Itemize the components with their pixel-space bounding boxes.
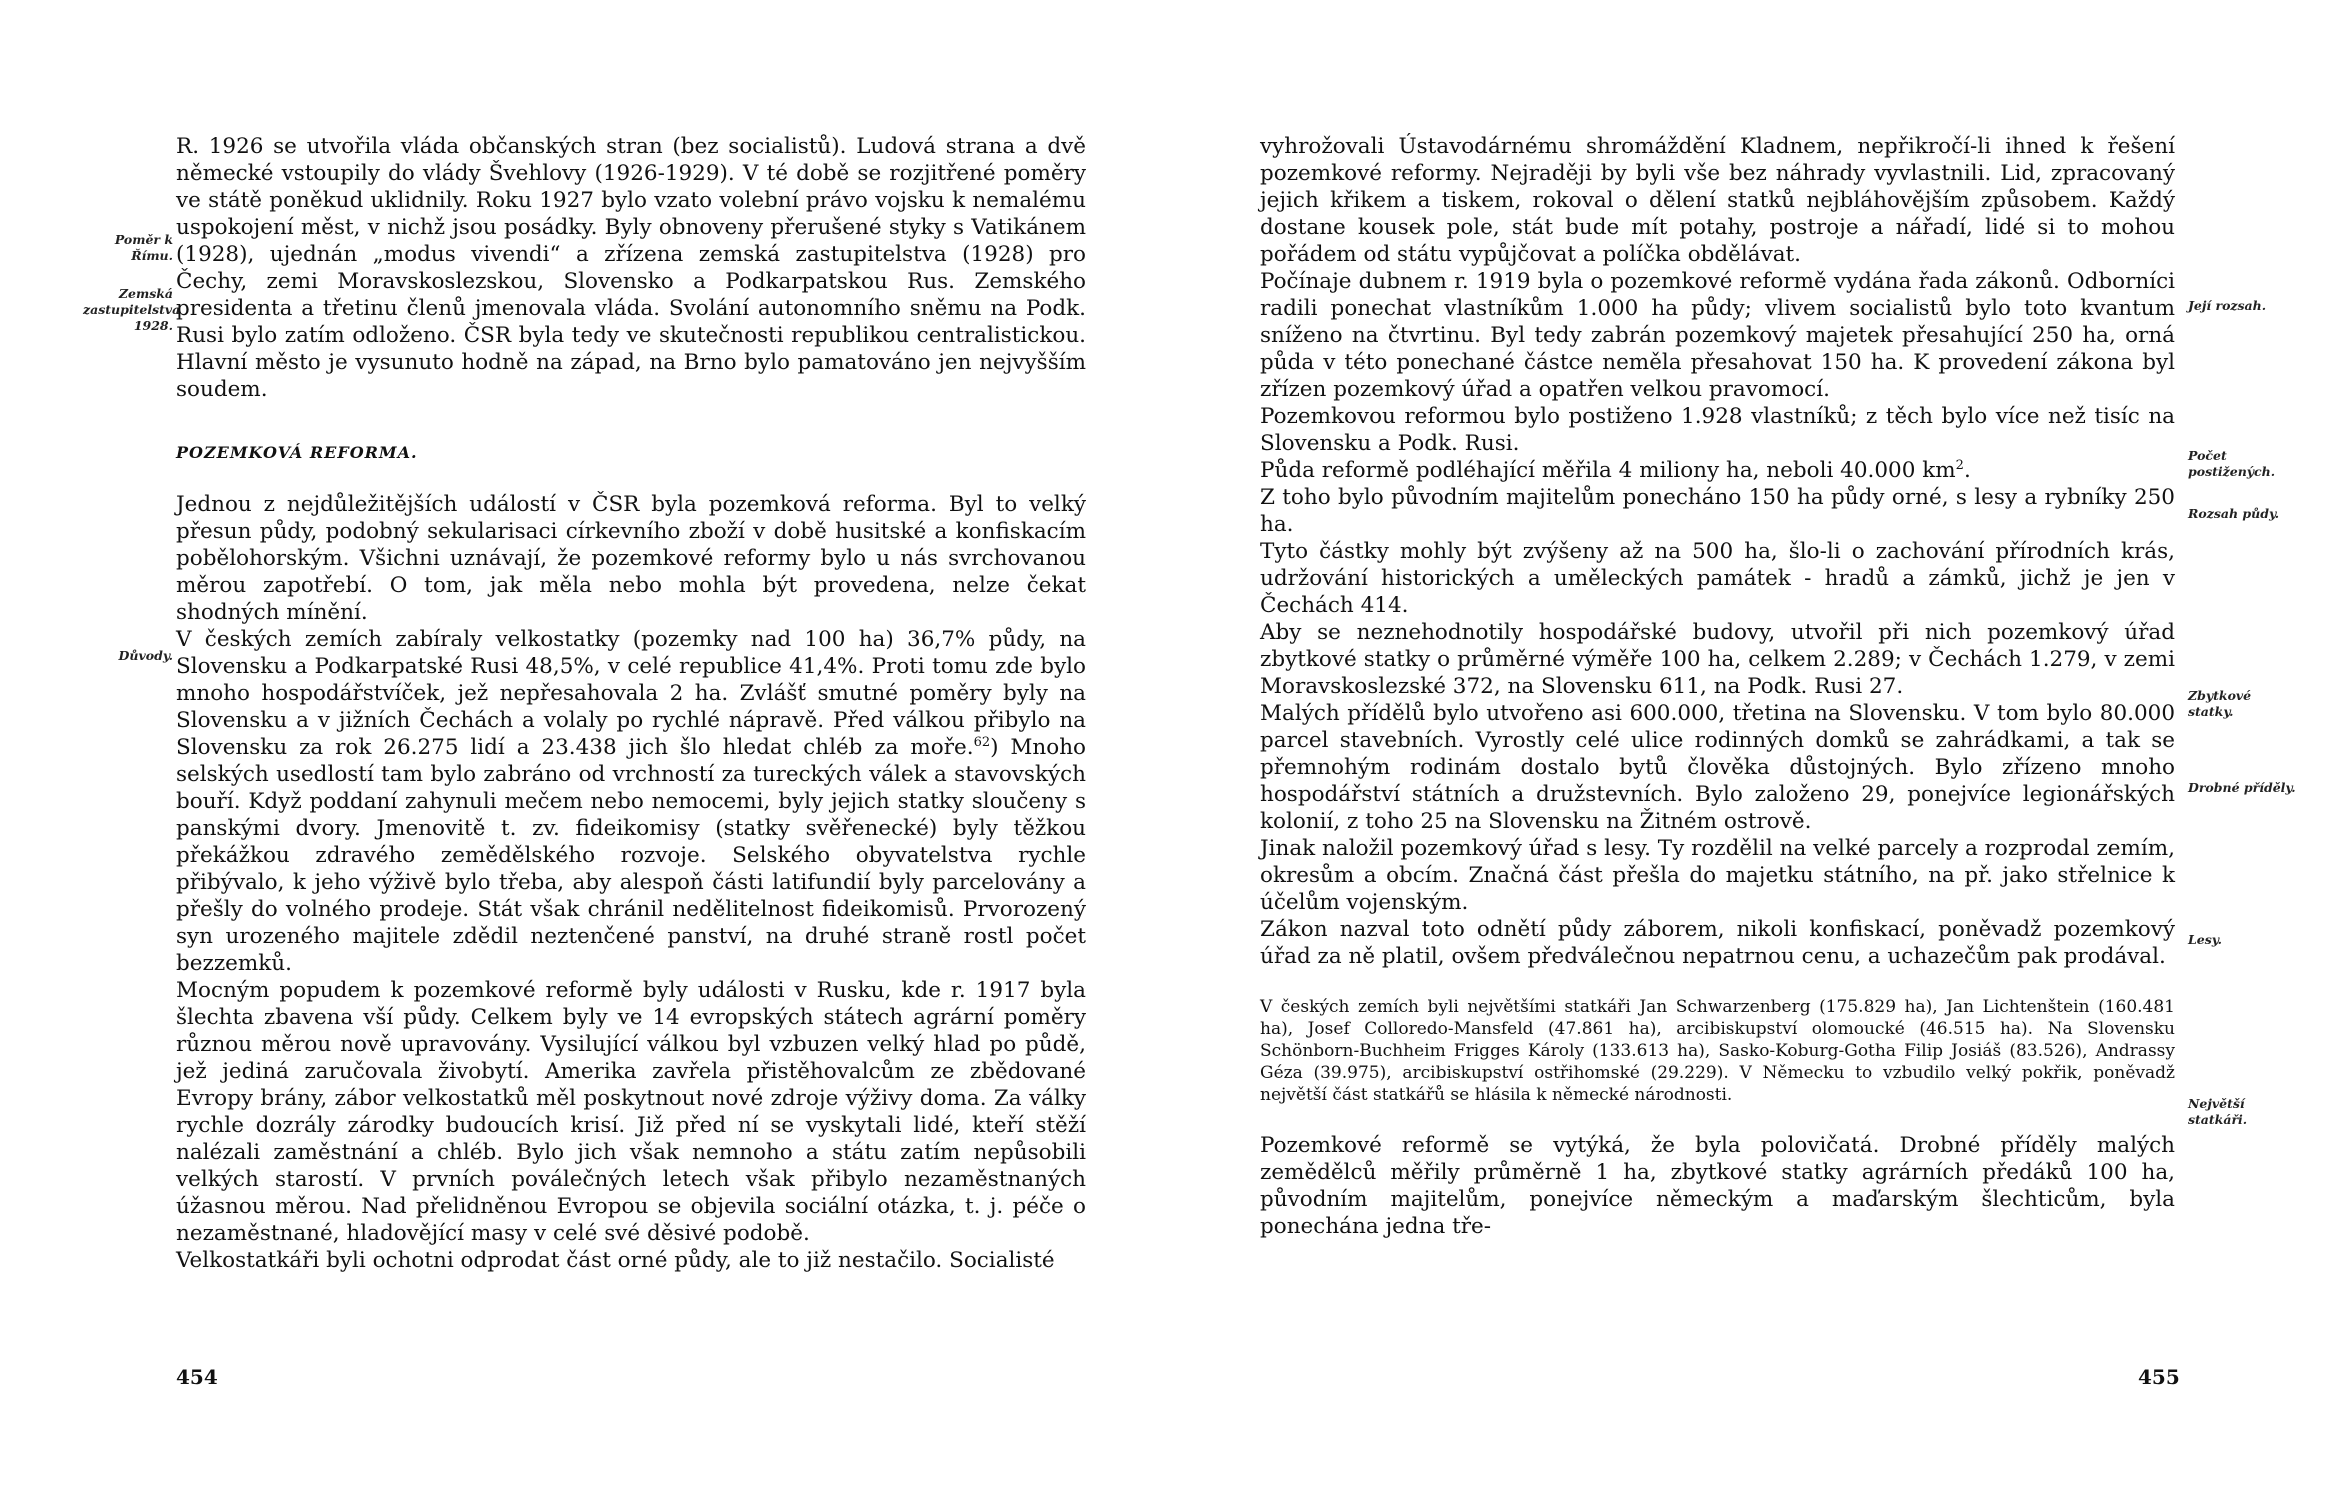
page-number: 455 [2138,1365,2180,1389]
margin-note-duvody: Důvody. [118,648,173,663]
paragraph: Z toho bylo původním majitelům ponecháno 150 ha půdy orné, s lesy a rybníky 250 ha. [1260,485,2175,537]
paragraph: Aby se neznehodnotily hospodářské budovy, utvořil při nich pozemkový úřad zbytkové statky o průměrné výměře 100 ha, celkem 2.289; v Čechách 1.279, v zemi Moravskoslezské 372, na Slovensku 611, na Podk. Rusi 27. [1260,620,2175,699]
text-run: . [1963,458,1971,483]
right-page [1163,0,2326,1500]
margin-note-nejvetsi: Největší statkáři. [2188,1096,2248,1127]
paragraph: Mocným popudem k pozemkové reformě byly události v Rusku, kde r. 1917 byla šlechta zbavena vší půdy. Celkem byly ve 14 evropských státech agrární poměry různou měrou nově upravovány. Vysilující válkou byl vzbuzen velký hlad po půdě, jež jediná zaručovala živobytí. Amerika zavřela přistěhovalcům ze zbědované Evropy brány, zábor velkostatků měl poskytnout nové zdroje výživy doma. Za války rychle dozrály zárodky budoucích krisí. Již před ní se vyskytali lidé, kteří stěží nalézali zaměstnání a chléb. Bylo jich však nemnoho a státu zatím nepůsobili velkých starostí. V prvních poválečných letech však přibylo nezaměstnaných úžasnou měrou. Nad přelidněnou Evropou se objevila sociální otázka, t. j. péče o nezaměstnané, hladovějící masy v celé své děsivé podobě. [176,978,1086,1246]
margin-note-lesy: Lesy. [2188,932,2222,947]
margin-note-rozsah: Její rozsah. [2188,298,2267,313]
paragraph: Počínaje dubnem r. 1919 byla o pozemkové reformě vydána řada zákonů. Odborníci radili ponechat vlastníkům 1.000 ha půdy; vlivem socialistů bylo toto kvantum sníženo na čtvrtinu. Byl tedy zabrán pozemkový majetek přesahující 250 ha, orná půda v této ponechané částce neměla přesahovat 150 ha. K provedení zákona byl zřízen pozemkový úřad a opatřen velkou pravomocí. [1260,269,2175,402]
margin-note-zemska: Zemská zastupitelstva 1928. [83,286,181,333]
text-run: Půda reformě podléhající měřila 4 miliony ha, neboli 40.000 km [1260,458,1956,483]
margin-note-postizenych: Počet postižených. [2188,448,2276,479]
left-page-body [176,133,1086,1274]
section-heading: POZEMKOVÁ REFORMA. [176,443,418,462]
paragraph: Malých přídělů bylo utvořeno asi 600.000, třetina na Slovensku. V tom bylo 80.000 parcel stavebních. Vyrostly celé ulice rodinných domků se zahrádkami, a tak se přemnohým rodinám dostalo bytů člověka důstojných. Bylo zřízeno mnoho hospodářství státních a družstevních. Bylo založeno 29, ponejvíce legionářských kolonií, z toho 25 na Slovensku na Žitném ostrově. [1260,701,2175,834]
superscript: 2 [1955,457,1964,473]
small-print-note: V českých zemích byli největšími statkáři Jan Schwarzenberg (175.829 ha), Jan Lichtenštein (160.481 ha), Josef Colloredo-Mansfeld (47.861 ha), arcibiskupství olomoucké (46.515 ha). Na Slovensku Schönborn-Buchheim Frigges Károly (133.613 ha), Sasko-Koburg-Gotha Filip Josiáš (83.526), Andrassy Géza (39.975), arcibiskupství ostřihomské (29.229). V Německu to vzbudilo velký pokřik, poněvadž největší část statkářů se hlásila k německé národnosti. [1260,997,2175,1105]
text-run: ) Mnoho selských usedlostí tam bylo zabráno od vrchností za tureckých válek a stavovských bouří. Když poddaní zahynuli mečem nebo nemocemi, byly jejich statky sloučeny s panskými dvory. Jmenovitě t. zv. fideikomisy (statky svěřenecké) byly těžkou překážkou zdravého zemědělského rozvoje. Selského obyvatelstva rychle přibývalo, k jeho výživě bylo třeba, aby alespoň části latifundií byly parcelovány a přešly do volného prodeje. Stát však chránil nedělitelnost fideikomisů. Prvorozený syn urozeného majitele zdědil neztenčené panství, na druhé straně rostl počet bezzemků. [176,735,1086,976]
margin-note-drobne: Drobné příděly. [2188,780,2296,795]
paragraph: R. 1926 se utvořila vláda občanských stran (bez socialistů). Ludová strana a dvě německé vstoupily do vlády Švehlovy (1926-1929). V té době se rozjitřené poměry ve státě poněkud uklidnily. Roku 1927 bylo vzato volební právo vojsku k nemalému uspokojení měst, v nichž jsou posádky. Byly obnoveny přerušené styky s Vatikánem (1928), ujednán „modus vivendi“ a zřízena zemská zastupitelstva (1928) pro Čechy, zemi Moravskoslezskou, Slovensko a Podkarpatskou Rus. Zemského presidenta a třetinu členů jmenovala vláda. Svolání autonomního sněmu na Podk. Rusi bylo zatím odloženo. ČSR byla tedy ve skutečnosti republikou centralistickou. Hlavní město je vysunuto hodně na západ, na Brno bylo pamatováno jen nejvyšším soudem. [176,134,1086,402]
paragraph: Tyto částky mohly být zvýšeny až na 500 ha, šlo-li o zachování přírodních krás, udržování historických a uměleckých památek - hradů a zámků, jichž je jen v Čechách 414. [1260,539,2175,618]
margin-note-pomer: Poměr k Římu. [114,232,173,263]
right-page-body [1260,133,2175,1240]
paragraph: Pozemkové reformě se vytýká, že byla polovičatá. Drobné příděly malých zemědělců měřily průměrně 1 ha, zbytkové statky agrárních předáků 100 ha, původním majitelům, ponejvíce německým a maďarským šlechticům, byla ponechána jedna tře- [1260,1133,2175,1239]
page-number: 454 [176,1365,218,1389]
text-run: V českých zemích zabíraly velkostatky (pozemky nad 100 ha) 36,7% půdy, na Slovensku a Podkarpatské Rusi 48,5%, v celé republice 41,4%. Proti tomu zde bylo mnoho hospodářstvíček, jež nepřesahovala 2 ha. Zvlášť smutné poměry byly na Slovensku a v jižních Čechách a volaly po rychlé nápravě. Před válkou přibylo na Slovensku za rok 26.275 lidí a 23.438 jich šlo hledat chléb za moře. [176,627,1086,760]
paragraph: vyhrožovali Ústavodárnému shromáždění Kladnem, nepřikročí-li ihned k řešení pozemkové reformy. Nejraději by byli vše bez náhrady vyvlastnili. Lid, zpracovaný jejich křikem a tiskem, rokoval o dělení statků nejbláhovějším způsobem. Každý dostane kousek pole, stát bude mít potahy, postroje a nářadí, lidé si to mohou pořádem od státu vypůjčovat a políčka obdělávat. [1260,134,2175,267]
margin-note-rozsah-pudy: Rozsah půdy. [2188,506,2280,521]
paragraph: Jednou z nejdůležitějších událostí v ČSR byla pozemková reforma. Byl to velký přesun půdy, podobný sekularisaci církevního zboží v době husitské a konfiskacím pobělohorským. Všichni uznávají, že pozemkové reformy bylo u nás svrchovanou měrou zapotřebí. O tom, jak měla nebo mohla být provedena, nelze čekat shodných mínění. [176,492,1086,625]
footnote-ref: 62 [973,734,991,750]
paragraph: Velkostatkáři byli ochotni odprodat část orné půdy, ale to již nestačilo. Socialisté [176,1248,1055,1273]
paragraph: Jinak naložil pozemkový úřad s lesy. Ty rozdělil na velké parcely a rozprodal zemím, okresům a obcím. Značná část přešla do majetku státního, na př. jako střelnice k účelům vojenským. [1260,836,2175,915]
paragraph [176,626,1086,977]
paragraph: Zákon nazval toto odnětí půdy záborem, nikoli konfiskací, poněvadž pozemkový úřad za ně platil, ovšem předválečnou nepatrnou cenu, a uchazečům pak prodával. [1260,917,2175,969]
margin-note-zbytkove: Zbytkové statky. [2188,688,2252,719]
paragraph [1260,457,2175,484]
paragraph: Pozemkovou reformou bylo postiženo 1.928 vlastníků; z těch bylo více než tisíc na Slovensku a Podk. Rusi. [1260,404,2175,456]
